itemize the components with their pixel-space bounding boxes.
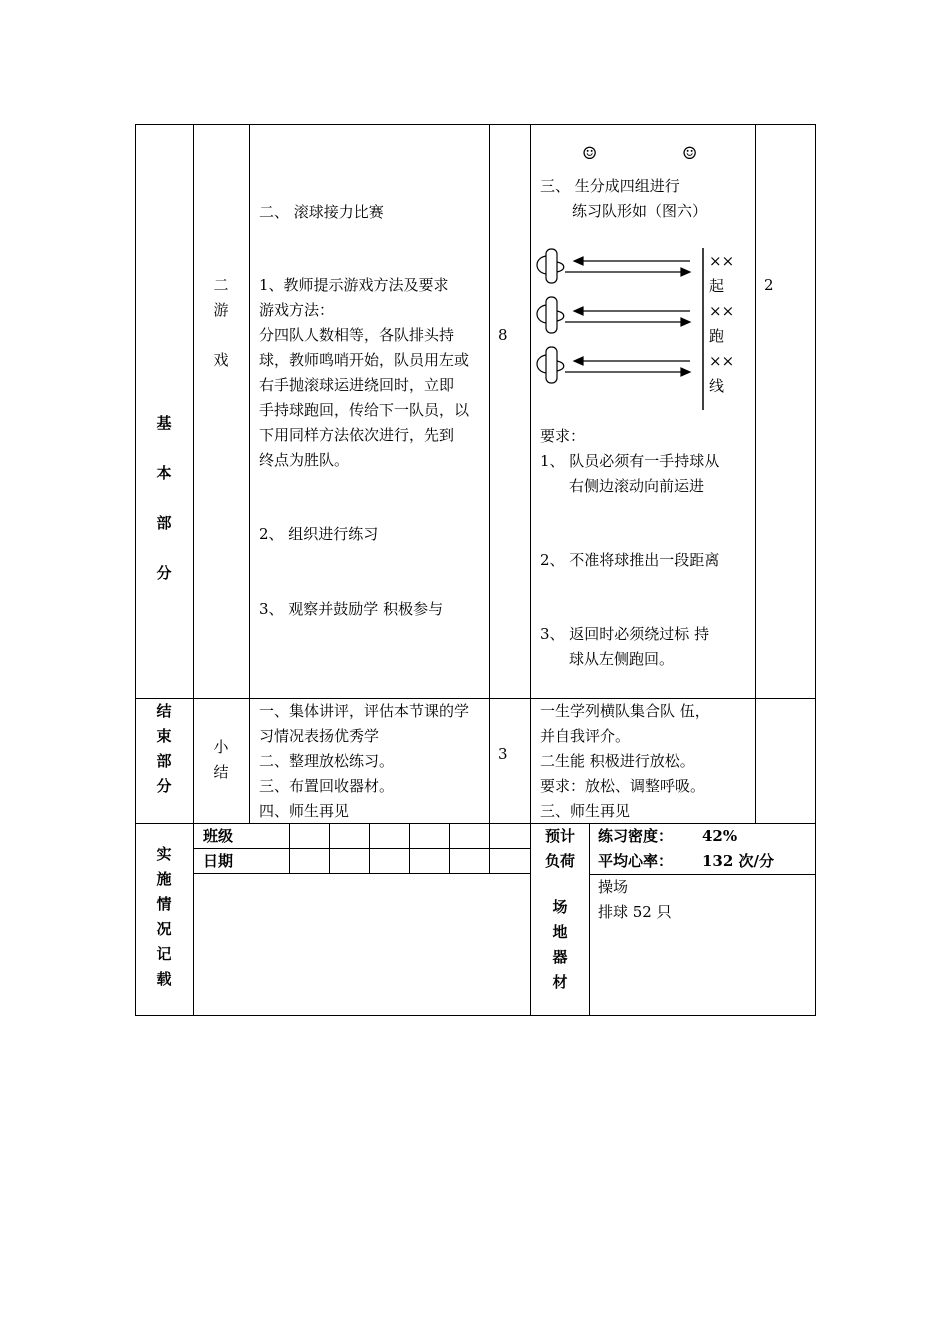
label-char: 记 xyxy=(156,945,172,963)
description-line: 终点为胜队。 xyxy=(259,451,350,469)
requirement-1-cont: 右侧边滚动向前运进 xyxy=(569,477,705,495)
venue-label-char: 场 xyxy=(552,898,568,916)
label-char: 部 xyxy=(156,514,172,532)
start-line-labels xyxy=(709,249,734,399)
density-value: 42% xyxy=(702,827,738,845)
load-label xyxy=(531,824,589,874)
requirement-2: 2、 不准将球推出一段距离 xyxy=(540,551,720,569)
label-char: 实 xyxy=(156,845,172,863)
end-student-line: 一生学列横队集合队 伍， xyxy=(540,702,710,720)
heart-rate-label: 平均心率： xyxy=(598,852,674,870)
requirement-3-cont: 球从左侧跑回。 xyxy=(569,650,675,668)
venue-line: 排球 52 只 xyxy=(598,903,672,921)
game-item-3: 3、 观察并鼓励学 积极参与 xyxy=(259,600,444,618)
record-section-label xyxy=(135,842,193,992)
lane-arrows xyxy=(565,257,690,376)
label-char: 结 xyxy=(156,702,172,720)
start-line-char: ×× xyxy=(709,252,735,270)
date-label: 日期 xyxy=(203,852,234,870)
label-char: 载 xyxy=(156,970,172,988)
game-item-2: 2、 组织进行练习 xyxy=(259,525,379,543)
start-line-char: 起 xyxy=(709,277,725,295)
heart-rate-value: 132 次/分 xyxy=(702,852,775,870)
description-line: 游戏方法： xyxy=(259,301,335,319)
label-char: 分 xyxy=(156,564,172,582)
description-line: 手持球跑回，传给下一队员，以 xyxy=(259,401,470,419)
label-char: 分 xyxy=(156,777,172,795)
ball-icon xyxy=(537,249,564,283)
end-student-line: 要求：放松、调整呼吸。 xyxy=(540,777,706,795)
description-line: 球，教师鸣哨开始，队员用左或 xyxy=(259,351,470,369)
end-content-line: 二、整理放松练习。 xyxy=(259,752,395,770)
end-content xyxy=(259,699,469,824)
venue-content xyxy=(598,875,672,925)
class-label: 班级 xyxy=(203,827,234,845)
start-line-char: ×× xyxy=(709,352,735,370)
sub-label-char: 戏 xyxy=(213,351,229,369)
student-line-2: 练习队形如（图六） xyxy=(572,202,708,220)
label-char: 情 xyxy=(156,895,172,913)
label-char: 施 xyxy=(156,870,172,888)
venue-label-char: 器 xyxy=(552,948,568,966)
sub-label-char: 小 xyxy=(213,738,229,756)
density-label: 练习密度： xyxy=(598,827,674,845)
description-line: 分四队人数相等，各队排头持 xyxy=(259,326,455,344)
description-line: 右手抛滚球运进绕回时，立即 xyxy=(259,376,455,394)
ball-icon xyxy=(537,347,564,383)
venue-label-char: 地 xyxy=(552,923,568,941)
label-char: 基 xyxy=(156,414,172,432)
label-char: 况 xyxy=(156,920,172,938)
end-student xyxy=(540,699,710,824)
student-line-1: 三、 生分成四组进行 xyxy=(540,177,680,195)
load-label-line: 预计 xyxy=(544,827,575,845)
end-student-line: 三、师生再见 xyxy=(540,802,631,820)
end-content-line: 习情况表扬优秀学 xyxy=(259,727,380,745)
requirements-title: 要求： xyxy=(540,427,586,445)
end-sub-label xyxy=(193,735,249,785)
label-char: 本 xyxy=(156,464,172,482)
end-content-line: 三、布置回收器材。 xyxy=(259,777,395,795)
end-student-line: 二生能 积极进行放松。 xyxy=(540,752,695,770)
load-label-line: 负荷 xyxy=(544,852,575,870)
smiley-icon: ☺ xyxy=(682,144,698,164)
venue-label xyxy=(531,895,589,995)
start-line-char: 线 xyxy=(709,377,725,395)
requirement-3: 3、 返回时必须绕过标 持 xyxy=(540,625,710,643)
description-line: 1、教师提示游戏方法及要求 xyxy=(259,276,449,294)
game-title: 二、 滚球接力比赛 xyxy=(259,203,384,221)
description-line: 下用同样方法依次进行，先到 xyxy=(259,426,455,444)
smiley-icon: ☺ xyxy=(582,144,598,164)
basic-count: 8 xyxy=(498,326,508,344)
venue-label-char: 材 xyxy=(552,973,568,991)
sub-label-char: 结 xyxy=(213,763,229,781)
requirement-1: 1、 队员必须有一手持球从 xyxy=(540,452,720,470)
sub-label-char: 游 xyxy=(213,301,229,319)
end-content-line: 一、集体讲评，评估本节课的学 xyxy=(259,702,470,720)
label-char: 部 xyxy=(156,752,172,770)
sub-label-char: 二 xyxy=(213,276,229,294)
start-line-char: ×× xyxy=(709,302,735,320)
basic-intensity: 2 xyxy=(764,276,774,294)
end-student-line: 并自我评介。 xyxy=(540,727,631,745)
label-char: 束 xyxy=(156,727,172,745)
start-line-char: 跑 xyxy=(709,327,725,345)
end-count: 3 xyxy=(498,745,508,763)
end-content-line: 四、师生再见 xyxy=(259,802,350,820)
end-section-label xyxy=(135,699,193,799)
ball-icon xyxy=(537,297,564,333)
venue-line: 操场 xyxy=(598,878,629,896)
